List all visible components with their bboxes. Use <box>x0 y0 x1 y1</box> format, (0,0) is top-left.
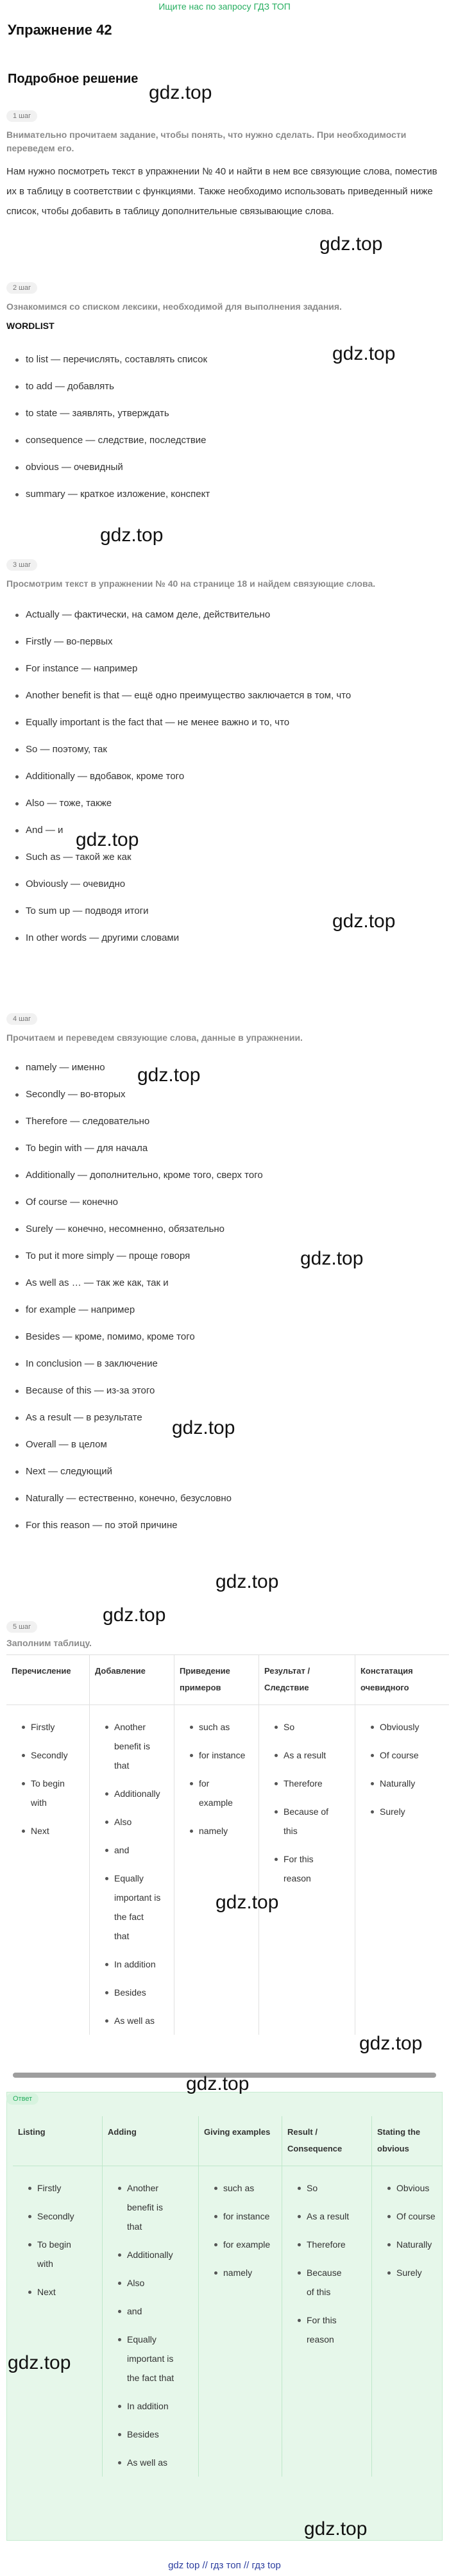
table-cell: Secondly <box>13 2202 102 2230</box>
words-table <box>6 1654 449 2035</box>
watermark: gdz.top <box>304 2518 368 2539</box>
table-cell: Another benefit is that <box>103 2174 198 2241</box>
watermark: gdz.top <box>332 343 396 364</box>
list-item: Such as — такой же как <box>0 844 449 871</box>
table-cell: In addition <box>103 2392 198 2420</box>
table-cell: In addition <box>90 1950 174 1978</box>
table-cell: To begin with <box>6 1769 89 1817</box>
list-item: To put it more simply — проще говоря <box>0 1243 449 1270</box>
watermark: gdz.top <box>172 1417 235 1438</box>
table-cell: As a result <box>259 1741 355 1769</box>
watermark: gdz.top <box>300 1248 364 1269</box>
table-column <box>103 2116 199 2477</box>
list-item: To begin with — для начала <box>0 1135 449 1162</box>
watermark: gdz.top <box>149 82 212 103</box>
step-text: Нам нужно посмотреть текст в упражнении № 40 и найти в нем все связующие слова, поместив их в таблицу в соответствии с функциями. Также необходимо использовать приведенный ниже список, чтобы добавить в таблицу дополнительные связывающие слова. <box>6 166 437 217</box>
table-column <box>199 2116 282 2477</box>
table-cell: Besides <box>103 2420 198 2448</box>
table-cell: Next <box>13 2278 102 2306</box>
table-cell: Besides <box>90 1978 174 2007</box>
table-column <box>13 2116 103 2477</box>
step-description: Внимательно прочитаем задание, чтобы понять, что нужно сделать. При необходимости переведем его. <box>6 130 407 153</box>
list-item: to add — добавлять <box>0 373 449 400</box>
footer-link[interactable]: гдз top <box>251 2560 281 2571</box>
list-item: As well as … — так же как, так и <box>0 1270 449 1297</box>
table-cell: To begin with <box>13 2230 102 2278</box>
list-item: consequence — следствие, последствие <box>0 427 449 454</box>
list-item: Therefore — следовательно <box>0 1108 449 1135</box>
table-cell: Obvious <box>372 2174 443 2202</box>
list-item: Additionally — дополнительно, кроме того, сверх того <box>0 1162 449 1189</box>
found-words-list <box>0 602 449 952</box>
watermark: gdz.top <box>186 2073 250 2094</box>
list-item: for example — например <box>0 1297 449 1324</box>
table-cell: Also <box>90 1808 174 1836</box>
list-item: So — поэтому, так <box>0 736 449 763</box>
answer-label: Ответ <box>6 2093 38 2105</box>
column-header: Adding <box>103 2116 198 2166</box>
list-item: Besides — кроме, помимо, кроме того <box>0 1324 449 1351</box>
column-header: Result / Consequence <box>282 2116 371 2166</box>
table-cell: such as <box>199 2174 282 2202</box>
table-cell: As well as <box>103 2448 198 2477</box>
page-title: Упражнение 42 <box>8 22 112 38</box>
list-item: Surely — конечно, несомненно, обязательно <box>0 1216 449 1243</box>
table-cell: As a result <box>282 2202 371 2230</box>
table-column <box>6 1655 90 2035</box>
list-item: In other words — другими словами <box>0 925 449 952</box>
watermark: gdz.top <box>76 829 139 850</box>
table-cell: Also <box>103 2269 198 2297</box>
step-description: Просмотрим текст в упражнении № 40 на странице 18 и найдем связующие слова. <box>6 578 376 589</box>
table-cell: and <box>90 1836 174 1864</box>
wordlist-heading: WORDLIST <box>6 321 55 331</box>
list-item: To sum up — подводя итоги <box>0 898 449 925</box>
watermark: gdz.top <box>216 1892 279 1913</box>
table-cell: Firstly <box>13 2174 102 2202</box>
watermark: gdz.top <box>332 911 396 932</box>
table-cell: Obviously <box>355 1713 449 1741</box>
list-item: namely — именно <box>0 1054 449 1081</box>
answer-table <box>13 2116 449 2477</box>
step-label: 5 шаг <box>6 1621 37 1633</box>
table-cell: Secondly <box>6 1741 89 1769</box>
table-column <box>355 1655 449 2035</box>
list-item: Equally important is the fact that — не менее важно и то, что <box>0 709 449 736</box>
list-item: summary — краткое изложение, конспект <box>0 481 449 508</box>
list-item: Obviously — очевидно <box>0 871 449 898</box>
table-column <box>259 1655 355 2035</box>
step-description: Заполним таблицу. <box>6 1638 92 1648</box>
table-cell: Of course <box>355 1741 449 1769</box>
list-item: And — и <box>0 817 449 844</box>
list-item: As a result — в результате <box>0 1404 449 1431</box>
column-header: Giving examples <box>199 2116 282 2166</box>
watermark: gdz.top <box>137 1065 201 1086</box>
table-cell: Equally important is the fact that <box>90 1864 174 1950</box>
step-label: 4 шаг <box>6 1013 37 1025</box>
table-cell: and <box>103 2297 198 2325</box>
list-item: Because of this — из-за этого <box>0 1377 449 1404</box>
table-cell: for instance <box>174 1741 258 1769</box>
top-banner[interactable]: Ищите нас по запросу ГДЗ ТОП <box>158 1 291 12</box>
list-item: Of course — конечно <box>0 1189 449 1216</box>
list-item: to list — перечислять, составлять список <box>0 346 449 373</box>
list-item: Naturally — естественно, конечно, безусловно <box>0 1485 449 1512</box>
footer-separator: // <box>243 2560 250 2571</box>
table-cell: Another benefit is that <box>90 1713 174 1780</box>
column-header: Результат / Следствие <box>259 1655 355 1705</box>
list-item: Actually — фактически, на самом деле, действительно <box>0 602 449 628</box>
table-cell: for instance <box>199 2202 282 2230</box>
table-cell: namely <box>199 2259 282 2287</box>
table-column <box>174 1655 259 2035</box>
list-item: Additionally — вдобавок, кроме того <box>0 763 449 790</box>
column-header: Перечисление <box>6 1655 89 1705</box>
table-column <box>282 2116 372 2477</box>
table-cell: Firstly <box>6 1713 89 1741</box>
footer-separator: // <box>202 2560 208 2571</box>
wordlist <box>0 346 449 508</box>
watermark: gdz.top <box>319 233 383 255</box>
table-cell: Equally important is the fact that <box>103 2325 198 2392</box>
list-item: obvious — очевидный <box>0 454 449 481</box>
column-header: Добавление <box>90 1655 174 1705</box>
step-description: Ознакомимся со списком лексики, необходимой для выполнения задания. <box>6 301 342 312</box>
list-item: In conclusion — в заключение <box>0 1351 449 1377</box>
watermark: gdz.top <box>103 1604 166 1626</box>
watermark: gdz.top <box>216 1571 279 1592</box>
list-item: For this reason — по этой причине <box>0 1512 449 1539</box>
step-label: 1 шаг <box>6 110 37 122</box>
footer-links <box>0 2560 449 2571</box>
table-cell: Because of this <box>282 2259 371 2306</box>
table-cell: Because of this <box>259 1797 355 1845</box>
table-cell: Naturally <box>372 2230 443 2259</box>
column-header: Listing <box>13 2116 102 2166</box>
table-cell: For this reason <box>282 2306 371 2353</box>
table-cell: For this reason <box>259 1845 355 1892</box>
footer-link[interactable]: gdz top <box>168 2560 200 2571</box>
table-cell: Surely <box>355 1797 449 1826</box>
table-cell: Additionally <box>90 1780 174 1808</box>
watermark: gdz.top <box>359 2033 423 2054</box>
table-cell: Therefore <box>259 1769 355 1797</box>
column-header: Приведение примеров <box>174 1655 258 1705</box>
table-column <box>90 1655 174 2035</box>
table-cell: Naturally <box>355 1769 449 1797</box>
list-item: Also — тоже, также <box>0 790 449 817</box>
solution-heading: Подробное решение <box>8 72 139 86</box>
table-cell: Additionally <box>103 2241 198 2269</box>
table-cell: namely <box>174 1817 258 1845</box>
table-column <box>372 2116 443 2477</box>
table-cell: As well as <box>90 2007 174 2035</box>
exercise-words-list <box>0 1054 449 1539</box>
column-header: Stating the obvious <box>372 2116 443 2166</box>
table-cell: such as <box>174 1713 258 1741</box>
list-item: Secondly — во-вторых <box>0 1081 449 1108</box>
table-cell: Of course <box>372 2202 443 2230</box>
table-cell: So <box>282 2174 371 2202</box>
list-item: Firstly — во-первых <box>0 628 449 655</box>
footer-link[interactable]: гдз топ <box>210 2560 241 2571</box>
list-item: For instance — например <box>0 655 449 682</box>
list-item: Overall — в целом <box>0 1431 449 1458</box>
column-header: Констатация очевидного <box>355 1655 449 1705</box>
table-cell: Therefore <box>282 2230 371 2259</box>
step-description: Прочитаем и переведем связующие слова, данные в упражнении. <box>6 1032 303 1043</box>
step-label: 2 шаг <box>6 282 37 294</box>
list-item: Next — следующий <box>0 1458 449 1485</box>
table-cell: for example <box>174 1769 258 1817</box>
watermark: gdz.top <box>100 525 164 546</box>
table-cell: Next <box>6 1817 89 1845</box>
table-cell: for example <box>199 2230 282 2259</box>
table-cell: Surely <box>372 2259 443 2287</box>
list-item: Another benefit is that — ещё одно преимущество заключается в том, что <box>0 682 449 709</box>
list-item: to state — заявлять, утверждать <box>0 400 449 427</box>
step-label: 3 шаг <box>6 559 37 571</box>
watermark: gdz.top <box>8 2352 71 2373</box>
table-cell: So <box>259 1713 355 1741</box>
